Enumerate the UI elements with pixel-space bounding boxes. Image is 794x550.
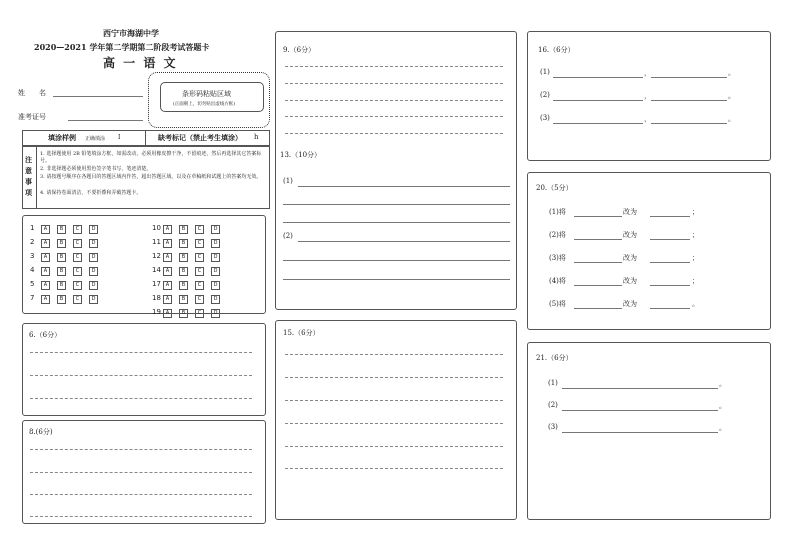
mc-option-box[interactable]: A xyxy=(163,309,172,318)
mc-option-box[interactable]: A xyxy=(163,267,172,276)
mc-option-box[interactable]: C xyxy=(195,281,204,290)
mc-option-box[interactable]: A xyxy=(163,239,172,248)
mc-option-box[interactable]: B xyxy=(57,267,66,276)
mc-option-box[interactable]: C xyxy=(195,253,204,262)
barcode-title: 条形码粘贴区域 xyxy=(182,90,231,98)
mc-option-box[interactable]: B xyxy=(179,267,188,276)
q9-answer-line[interactable] xyxy=(285,133,503,134)
mc-question-number: 7 xyxy=(30,294,35,302)
mc-option-box[interactable]: D xyxy=(211,225,220,234)
q13-answer-line[interactable] xyxy=(283,204,510,205)
mc-option-box[interactable]: A xyxy=(41,267,50,276)
exam-title: 2020—2021 学年第二学期第二阶段考试答题卡 xyxy=(34,42,210,52)
mc-option-box[interactable]: A xyxy=(163,295,172,304)
q16-separator: ， xyxy=(644,115,651,123)
q15-answer-line[interactable] xyxy=(285,446,503,447)
mc-option-box[interactable]: C xyxy=(73,239,82,248)
mc-option-box[interactable]: B xyxy=(179,281,188,290)
mc-option-box[interactable]: D xyxy=(211,295,220,304)
q20-change-to-label: 改为 xyxy=(623,254,637,262)
mc-option-box[interactable]: D xyxy=(211,309,220,318)
q21-answer-blank[interactable] xyxy=(562,388,718,389)
name-label: 姓 名 xyxy=(18,89,46,97)
q16-item-label: (3) xyxy=(540,114,550,122)
school-name: 西宁市海湖中学 xyxy=(103,28,159,38)
mc-question-number: 19 xyxy=(152,308,161,316)
q13-title: 13.（10分） xyxy=(280,151,322,159)
mc-option-box[interactable]: C xyxy=(73,267,82,276)
q6-answer-line[interactable] xyxy=(30,352,252,353)
mc-option-box[interactable]: B xyxy=(179,309,188,318)
q16-end-mark: 。 xyxy=(728,115,735,123)
q13-part-1: (1) xyxy=(283,177,293,185)
mc-option-box[interactable]: A xyxy=(41,295,50,304)
q20-end-mark: ； xyxy=(692,208,699,216)
q21-title: 21.（6分） xyxy=(536,354,573,362)
mc-option-box[interactable]: B xyxy=(179,239,188,248)
mc-option-box[interactable]: B xyxy=(57,295,66,304)
q15-answer-line[interactable] xyxy=(285,423,503,424)
mc-question-number: 2 xyxy=(30,238,35,246)
mc-question-number: 14 xyxy=(152,266,161,274)
notes-divider xyxy=(36,146,37,209)
mc-option-box[interactable]: C xyxy=(195,309,204,318)
q16-answer-blank[interactable] xyxy=(651,77,727,78)
mc-option-box[interactable]: A xyxy=(41,225,50,234)
mc-question-number: 3 xyxy=(30,252,35,260)
q20-title: 20.（5分） xyxy=(536,184,573,192)
q20-item-label: (4)将 xyxy=(549,277,566,285)
mc-option-box[interactable]: A xyxy=(163,253,172,262)
q21-end-mark: 。 xyxy=(719,424,726,432)
q9-title: 9.（6分） xyxy=(283,46,316,54)
q16-title: 16.（6分） xyxy=(538,46,575,54)
fill-example-sample: 正确填涂 xyxy=(85,136,106,142)
q9-answer-line[interactable] xyxy=(285,83,503,84)
q16-separator: ， xyxy=(644,92,651,100)
mc-question-number: 10 xyxy=(152,224,161,232)
q16-separator: ， xyxy=(644,69,651,77)
q21-item-label: (3) xyxy=(548,423,558,431)
note-item-1: 1. 选择题使用 2B 铅笔填涂方框，如需改动，必须用橡皮擦干净，不留痕迹，然后再选择其它答案标号。 xyxy=(40,151,262,164)
q20-item-label: (2)将 xyxy=(549,231,566,239)
q6-title: 6.（6分） xyxy=(29,331,62,339)
q20-item-label: (1)将 xyxy=(549,208,566,216)
q13-answer-line[interactable] xyxy=(298,241,510,242)
q21-answer-blank[interactable] xyxy=(562,410,718,411)
mc-option-box[interactable]: D xyxy=(89,281,98,290)
q16-answer-blank[interactable] xyxy=(553,123,643,124)
mc-option-box[interactable]: D xyxy=(211,267,220,276)
mc-option-box[interactable]: D xyxy=(89,239,98,248)
q20-item-label: (5)将 xyxy=(549,300,566,308)
q15-answer-line[interactable] xyxy=(285,400,503,401)
mc-question-number: 18 xyxy=(152,294,161,302)
q21-item-label: (1) xyxy=(548,379,558,387)
mc-option-box[interactable]: B xyxy=(57,225,66,234)
q8-answer-line[interactable] xyxy=(30,494,252,495)
mc-option-box[interactable]: B xyxy=(57,281,66,290)
subject-title: 高 一 语 文 xyxy=(103,56,178,70)
mc-option-box[interactable]: C xyxy=(73,281,82,290)
mc-option-box[interactable]: C xyxy=(195,295,204,304)
q20-change-to-label: 改为 xyxy=(623,208,637,216)
q16-answer-blank[interactable] xyxy=(553,100,643,101)
q8-answer-line[interactable] xyxy=(30,449,252,450)
mc-option-box[interactable]: D xyxy=(211,253,220,262)
q15-box xyxy=(275,320,517,520)
q21-answer-blank[interactable] xyxy=(562,432,718,433)
absent-label: 缺考标记（禁止考生填涂） xyxy=(158,133,242,142)
q20-end-mark: 。 xyxy=(692,300,699,308)
absent-mark[interactable]: h xyxy=(254,133,259,141)
fill-example-label: 填涂样例 xyxy=(48,133,76,142)
notes-title: 注意事项 xyxy=(25,155,32,197)
q20-corrected-blank[interactable] xyxy=(650,239,690,240)
mc-option-box[interactable]: C xyxy=(73,225,82,234)
mc-option-box[interactable]: A xyxy=(41,253,50,262)
q20-change-to-label: 改为 xyxy=(623,231,637,239)
q15-title: 15.（6分） xyxy=(283,329,320,337)
q21-item-label: (2) xyxy=(548,401,558,409)
q20-original-blank[interactable] xyxy=(574,262,622,263)
mc-option-box[interactable]: B xyxy=(179,253,188,262)
q20-corrected-blank[interactable] xyxy=(650,285,690,286)
mc-option-box[interactable]: D xyxy=(211,281,220,290)
q9-answer-line[interactable] xyxy=(285,116,503,117)
mc-question-number: 4 xyxy=(30,266,35,274)
q13-answer-line[interactable] xyxy=(283,279,510,280)
q8-answer-line[interactable] xyxy=(30,516,252,517)
barcode-note: (正面朝上，切勿贴出虚线方框) xyxy=(173,102,236,107)
mc-option-box[interactable]: B xyxy=(57,253,66,262)
q20-corrected-blank[interactable] xyxy=(650,262,690,263)
q8-answer-line[interactable] xyxy=(30,472,252,473)
mc-option-box[interactable]: B xyxy=(57,239,66,248)
mc-option-box[interactable]: D xyxy=(89,225,98,234)
q6-answer-line[interactable] xyxy=(30,375,252,376)
q9-answer-line[interactable] xyxy=(285,66,503,67)
q9-q13-box xyxy=(275,31,517,310)
q20-original-blank[interactable] xyxy=(574,239,622,240)
q9-answer-line[interactable] xyxy=(285,100,503,101)
note-item-4: 4. 请保持卷面清洁，不要折叠和弄破答题卡。 xyxy=(40,190,142,196)
q20-item-label: (3)将 xyxy=(549,254,566,262)
q13-answer-line[interactable] xyxy=(283,222,510,223)
q16-end-mark: 。 xyxy=(728,69,735,77)
q16-item-label: (1) xyxy=(540,68,550,76)
q15-answer-line[interactable] xyxy=(285,354,503,355)
fill-example-divider xyxy=(145,130,146,146)
mc-option-box[interactable]: A xyxy=(41,239,50,248)
q20-original-blank[interactable] xyxy=(574,285,622,286)
exam-id-label: 准考证号 xyxy=(18,113,46,121)
q13-answer-line[interactable] xyxy=(298,186,510,187)
mc-option-box[interactable]: B xyxy=(179,295,188,304)
mc-option-box[interactable]: C xyxy=(195,239,204,248)
mc-question-number: 5 xyxy=(30,280,35,288)
q16-answer-blank[interactable] xyxy=(651,123,727,124)
mc-option-box[interactable]: C xyxy=(195,267,204,276)
mc-option-box[interactable]: D xyxy=(89,295,98,304)
q20-corrected-blank[interactable] xyxy=(650,216,690,217)
note-item-2: 2. 非选择题必须使用黑色签字笔书写，笔迹清楚。 xyxy=(40,166,152,172)
mc-option-box[interactable]: B xyxy=(179,225,188,234)
mc-option-box[interactable]: D xyxy=(211,239,220,248)
q20-corrected-blank[interactable] xyxy=(650,308,690,309)
mc-option-box[interactable]: D xyxy=(89,253,98,262)
mc-option-box[interactable]: C xyxy=(73,295,82,304)
q21-box xyxy=(527,342,771,520)
fill-example-mark: I xyxy=(118,134,121,141)
q16-item-label: (2) xyxy=(540,91,550,99)
q20-original-blank[interactable] xyxy=(574,308,622,309)
q20-end-mark: ； xyxy=(692,231,699,239)
note-item-3: 3. 请按题号顺序在各题目的答题区域内作答，超出答题区域，以及在草稿纸和试题上的答案均无效。 xyxy=(40,174,262,180)
q15-answer-line[interactable] xyxy=(285,377,503,378)
mc-option-box[interactable]: D xyxy=(89,267,98,276)
mc-question-number: 1 xyxy=(30,224,35,232)
q13-answer-line[interactable] xyxy=(283,260,510,261)
mc-option-box[interactable]: A xyxy=(163,281,172,290)
mc-question-number: 17 xyxy=(152,280,161,288)
mc-option-box[interactable]: C xyxy=(73,253,82,262)
q20-original-blank[interactable] xyxy=(574,216,622,217)
q6-answer-line[interactable] xyxy=(30,398,252,399)
mc-option-box[interactable]: C xyxy=(195,225,204,234)
q20-change-to-label: 改为 xyxy=(623,277,637,285)
q16-answer-blank[interactable] xyxy=(553,77,643,78)
exam-id-field[interactable] xyxy=(68,120,143,121)
q21-end-mark: 。 xyxy=(719,402,726,410)
q16-answer-blank[interactable] xyxy=(651,100,727,101)
mc-option-box[interactable]: A xyxy=(163,225,172,234)
mc-question-number: 12 xyxy=(152,252,161,260)
q20-end-mark: ； xyxy=(692,254,699,262)
q13-part-2: (2) xyxy=(283,232,293,240)
q8-title: 8.(6分) xyxy=(29,428,53,436)
q16-end-mark: 。 xyxy=(728,92,735,100)
mc-option-box[interactable]: A xyxy=(41,281,50,290)
name-field[interactable] xyxy=(53,96,143,97)
q20-end-mark: ； xyxy=(692,277,699,285)
q20-change-to-label: 改为 xyxy=(623,300,637,308)
mc-question-number: 11 xyxy=(152,238,161,246)
q15-answer-line[interactable] xyxy=(285,468,503,469)
q21-end-mark: 。 xyxy=(719,380,726,388)
